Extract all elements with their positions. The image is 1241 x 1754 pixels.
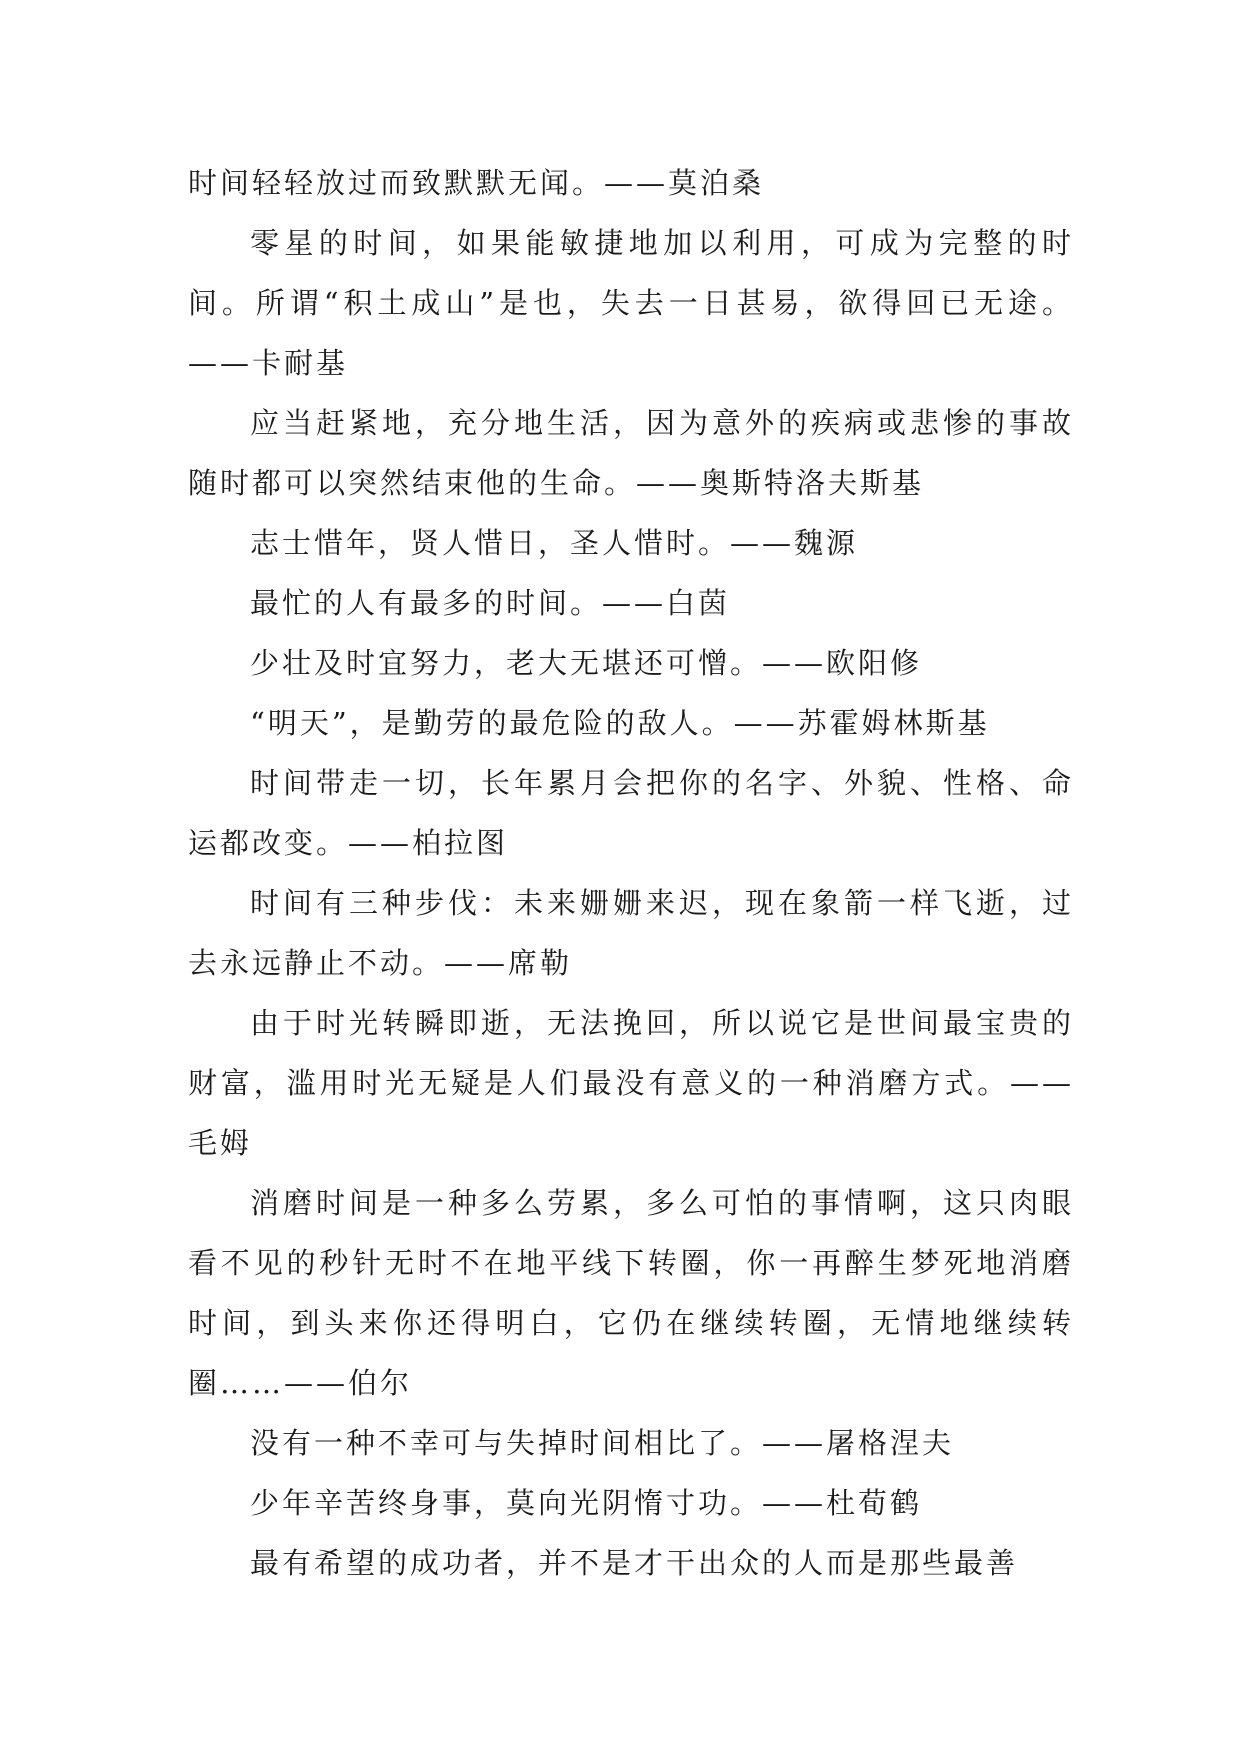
quote-paragraph: 由于时光转瞬即逝，无法挽回，所以说它是世间最宝贵的财富，滥用时光无疑是人们最没有意义的一种消磨方式。——毛姆 [188, 1006, 1074, 1160]
quote-paragraph: 最有希望的成功者，并不是才干出众的人而是那些最善 [250, 1546, 1019, 1580]
quote-paragraph: 时间轻轻放过而致默默无闻。——莫泊桑 [188, 166, 765, 200]
quote-paragraph: 少壮及时宜努力，老大无堪还可憎。——欧阳修 [250, 646, 923, 680]
quote-paragraph: 时间有三种步伐：未来姗姗来迟，现在象箭一样飞逝，过去永远静止不动。——席勒 [188, 886, 1074, 980]
quote-paragraph: 志士惜年，贤人惜日，圣人惜时。——魏源 [250, 526, 859, 560]
quote-paragraph: 应当赶紧地，充分地生活，因为意外的疾病或悲惨的事故随时都可以突然结束他的生命。——奥斯特洛夫斯基 [188, 406, 1074, 500]
quote-paragraph: “明天”，是勤劳的最危险的敌人。——苏霍姆林斯基 [250, 706, 990, 740]
quote-paragraph: 时间带走一切，长年累月会把你的名字、外貌、性格、命运都改变。——柏拉图 [188, 766, 1074, 860]
quote-paragraph: 没有一种不幸可与失掉时间相比了。——屠格涅夫 [250, 1426, 955, 1460]
quote-paragraph: 消磨时间是一种多么劳累，多么可怕的事情啊，这只肉眼看不见的秒针无时不在地平线下转圈，你一再醉生梦死地消磨时间，到头来你还得明白，它仍在继续转圈，无情地继续转圈……——伯尔 [188, 1186, 1074, 1400]
document-page [188, 153, 1074, 1593]
quote-paragraph: 零星的时间，如果能敏捷地加以利用，可成为完整的时间。所谓“积土成山”是也，失去一日甚易，欲得回已无途。——卡耐基 [188, 226, 1074, 380]
quote-paragraph: 最忙的人有最多的时间。——白茵 [250, 586, 731, 620]
quote-paragraph: 少年辛苦终身事，莫向光阴惰寸功。——杜荀鹤 [250, 1486, 923, 1520]
